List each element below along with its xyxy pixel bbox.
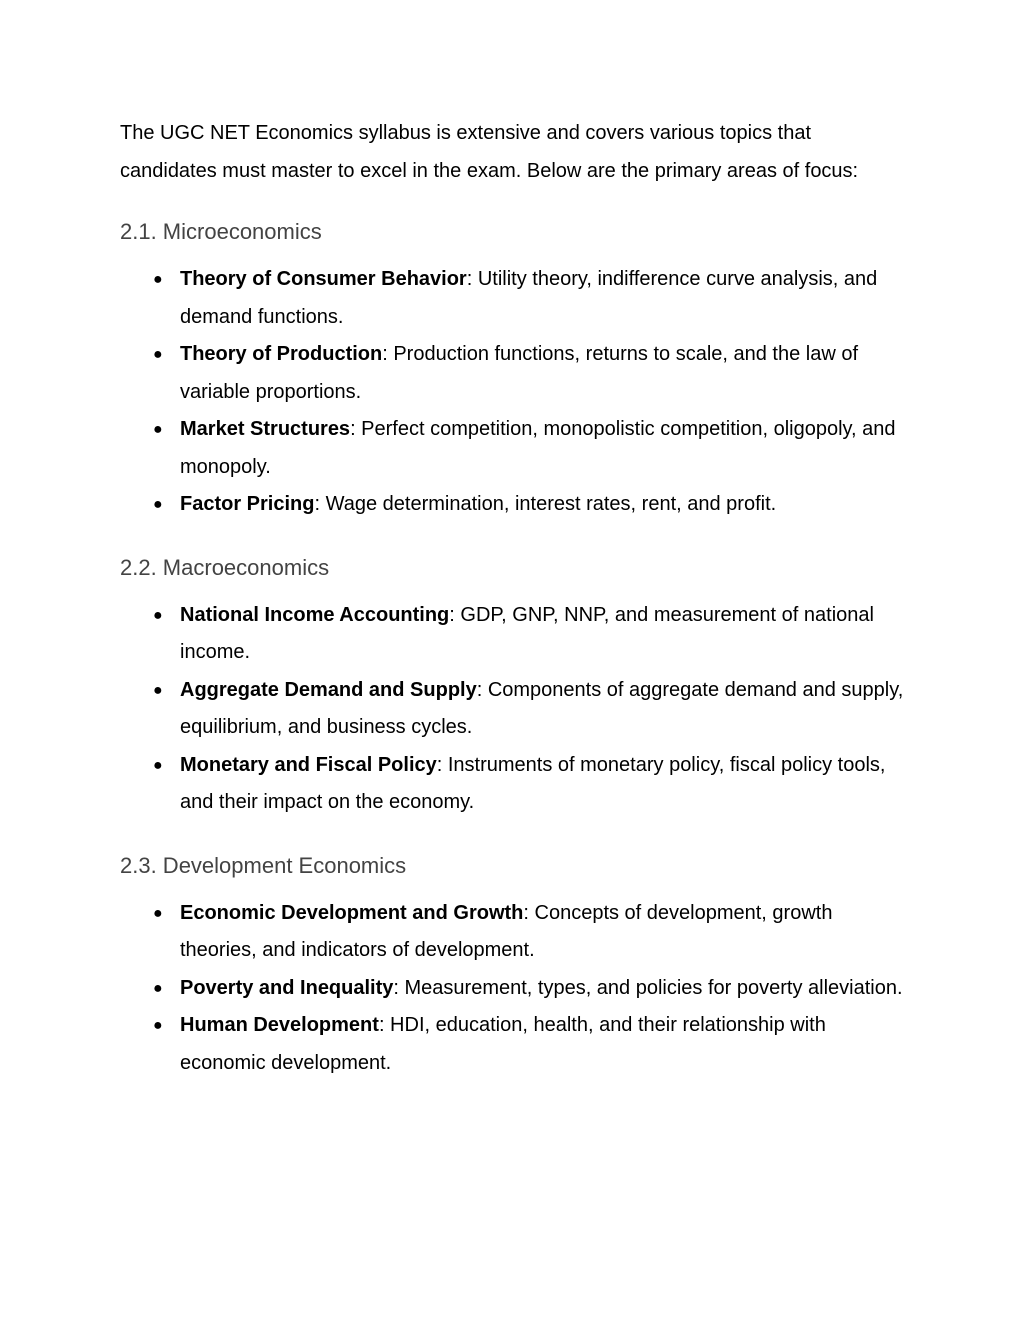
bullet-term: Theory of Production <box>180 343 383 365</box>
bullet-term: Market Structures <box>180 418 351 440</box>
list-item <box>120 411 910 486</box>
bullet-term: Human Development <box>180 1014 379 1036</box>
bullet-description: : Utility theory, indifference curve analysis, and demand functions. <box>180 268 878 328</box>
bullet-description: : Concepts of development, growth theories, and indicators of development. <box>180 901 833 961</box>
bullet-term: National Income Accounting <box>180 603 450 626</box>
section-heading-macroeconomics: 2.2. Macroeconomics <box>120 554 330 580</box>
intro-paragraph: The UGC NET Economics syllabus is extensive and covers various topics that candidates must master to excel in the exam. Below are the primary areas of focus: <box>120 122 859 182</box>
bullet-list-development-economics <box>120 895 910 1083</box>
bullet-icon: ● <box>153 496 163 513</box>
bullet-term: Factor Pricing <box>180 493 315 515</box>
list-item <box>120 486 910 524</box>
section-heading-microeconomics: 2.1. Microeconomics <box>120 219 322 244</box>
list-item <box>120 895 910 970</box>
list-item <box>120 336 910 411</box>
bullet-description: : Measurement, types, and policies for poverty alleviation. <box>393 976 903 999</box>
bullet-list-microeconomics <box>120 261 910 524</box>
bullet-term: Theory of Consumer Behavior <box>180 268 467 290</box>
list-item <box>120 672 910 747</box>
list-item <box>120 597 910 672</box>
bullet-list-macroeconomics <box>120 597 910 822</box>
list-item <box>120 970 910 1008</box>
bullet-description: : Instruments of monetary policy, fiscal policy tools, and their impact on the economy. <box>180 753 886 813</box>
list-item <box>120 261 910 336</box>
bullet-icon: ● <box>153 756 163 774</box>
bullet-term: Aggregate Demand and Supply <box>180 678 477 701</box>
bullet-description: : GDP, GNP, NNP, and measurement of national income. <box>180 603 874 663</box>
section-heading-development-economics: 2.3. Development Economics <box>120 852 407 878</box>
bullet-description: : Components of aggregate demand and supply, equilibrium, and business cycles. <box>180 678 904 738</box>
bullet-term: Monetary and Fiscal Policy <box>180 753 437 776</box>
bullet-icon: ● <box>153 1017 163 1034</box>
bullet-icon: ● <box>153 346 163 363</box>
bullet-icon: ● <box>153 271 163 288</box>
bullet-description: : HDI, education, health, and their relationship with economic development. <box>180 1014 826 1074</box>
bullet-term: Economic Development and Growth <box>180 901 524 924</box>
document-content <box>120 114 910 1082</box>
bullet-term: Poverty and Inequality <box>180 976 394 999</box>
list-item <box>120 1007 910 1082</box>
bullet-description: : Production functions, returns to scale, and the law of variable proportions. <box>180 343 859 403</box>
bullet-icon: ● <box>153 606 163 624</box>
bullet-icon: ● <box>153 681 163 699</box>
bullet-description: : Wage determination, interest rates, rent, and profit. <box>314 493 777 515</box>
bullet-icon: ● <box>153 979 163 997</box>
bullet-icon: ● <box>153 904 163 922</box>
list-item <box>120 747 910 822</box>
bullet-description: : Perfect competition, monopolistic competition, oligopoly, and monopoly. <box>180 418 896 478</box>
bullet-icon: ● <box>153 421 163 438</box>
